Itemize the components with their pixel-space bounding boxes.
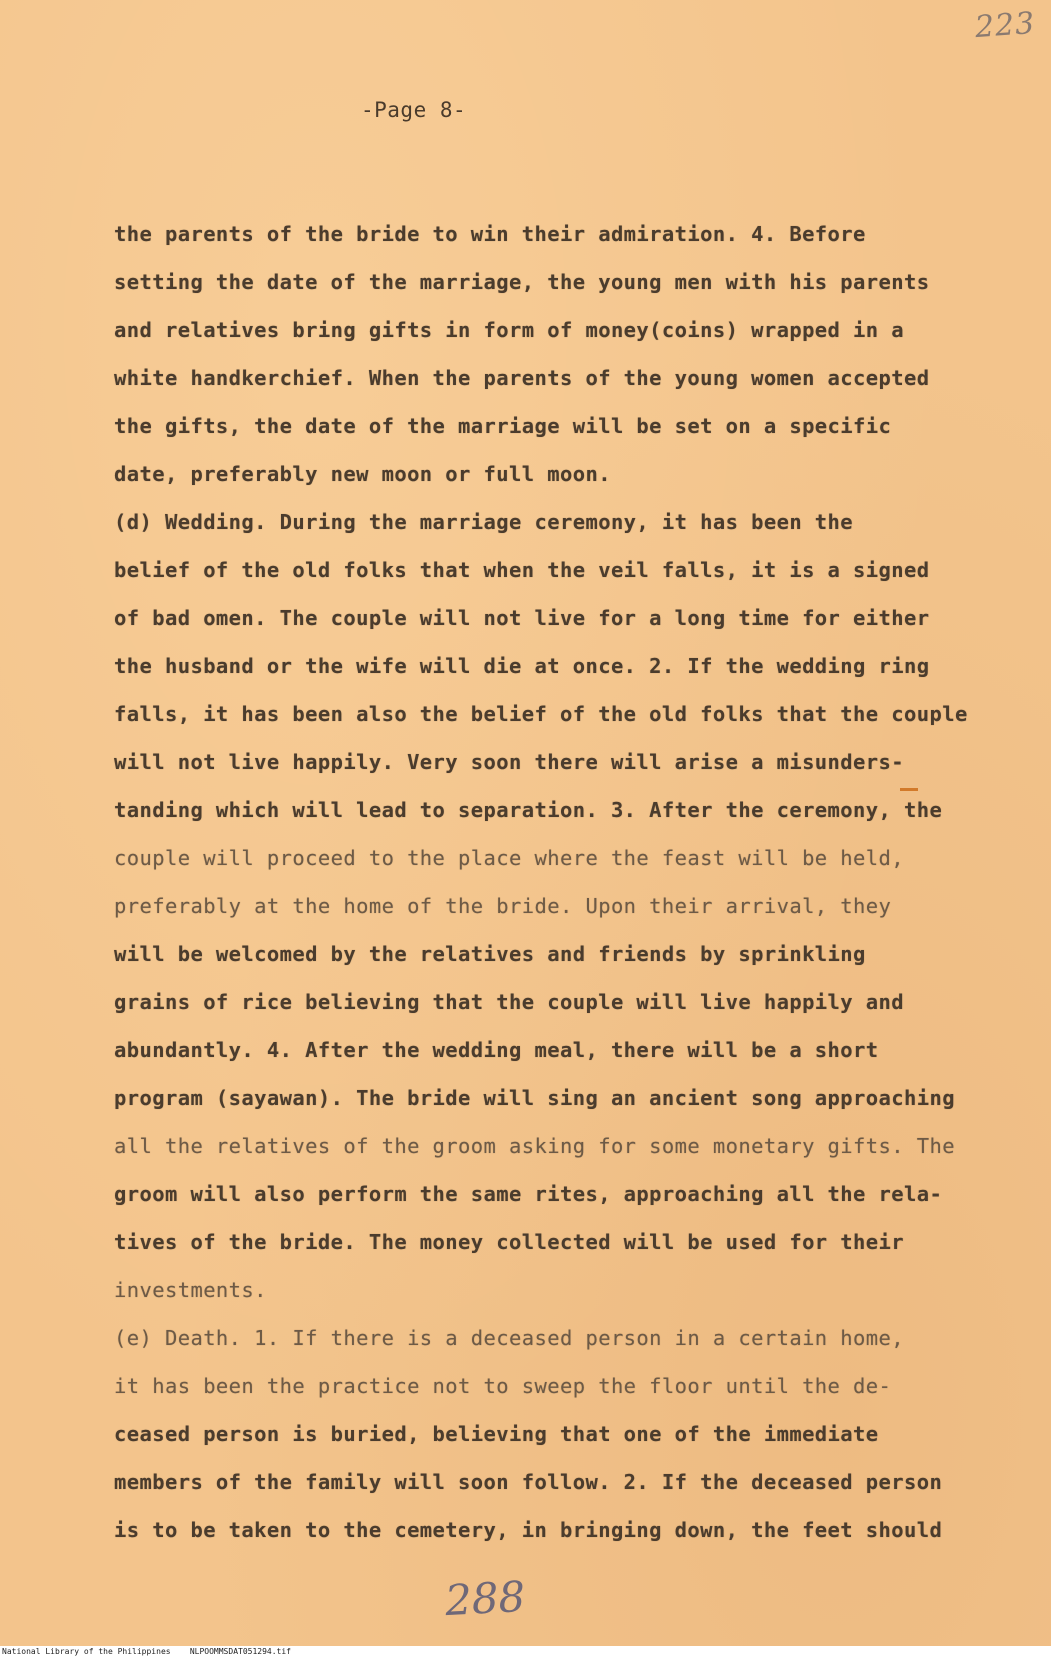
text-line: members of the family will soon follow. 2. If the deceased person — [114, 1470, 943, 1494]
text-line: investments. — [114, 1278, 267, 1302]
text-line: all the relatives of the groom asking for some monetary gifts. The — [114, 1134, 955, 1158]
text-line: preferably at the home of the bride. Upon their arrival, they — [114, 894, 892, 918]
text-line: is to be taken to the cemetery, in bringing down, the feet should — [114, 1518, 943, 1542]
text-line: tives of the bride. The money collected will be used for their — [114, 1230, 905, 1254]
text-line: it has been the practice not to sweep the floor until the de- — [114, 1374, 892, 1398]
text-line: grains of rice believing that the couple will live happily and — [114, 990, 905, 1014]
text-line: the parents of the bride to win their admiration. 4. Before — [114, 222, 866, 246]
text-line: will not live happily. Very soon there will arise a misunders- — [114, 750, 905, 774]
text-line: belief of the old folks that when the veil falls, it is a signed — [114, 558, 930, 582]
page-header: -Page 8- — [361, 98, 467, 122]
text-line: the gifts, the date of the marriage will be set on a specific — [114, 414, 892, 438]
text-line: (d) Wedding. During the marriage ceremony, it has been the — [114, 510, 854, 534]
text-line: groom will also perform the same rites, approaching all the rela- — [114, 1182, 943, 1206]
text-line: date, preferably new moon or full moon. — [114, 462, 611, 486]
handwritten-page-number: 223 — [973, 5, 1037, 46]
text-line: of bad omen. The couple will not live for a long time for either — [114, 606, 930, 630]
text-line: the husband or the wife will die at once. 2. If the wedding ring — [114, 654, 930, 678]
scan-footer-caption: National Library of the Philippines NLPOOMMSDAT051294.tif — [2, 1647, 291, 1656]
text-line: couple will proceed to the place where the feast will be held, — [114, 846, 905, 870]
handwritten-folio-number: 288 — [443, 1571, 527, 1626]
text-line: ceased person is buried, believing that one of the immediate — [114, 1422, 879, 1446]
text-line: white handkerchief. When the parents of the young women accepted — [114, 366, 930, 390]
text-line: falls, it has been also the belief of the old folks that the couple — [114, 702, 968, 726]
orange-pencil-mark — [900, 788, 918, 791]
text-line: (e) Death. 1. If there is a deceased person in a certain home, — [114, 1326, 905, 1350]
text-line: tanding which will lead to separation. 3. After the ceremony, the — [114, 798, 943, 822]
text-line: abundantly. 4. After the wedding meal, there will be a short — [114, 1038, 879, 1062]
text-line: setting the date of the marriage, the young men with his parents — [114, 270, 930, 294]
text-line: program (sayawan). The bride will sing an ancient song approaching — [114, 1086, 955, 1110]
text-line: will be welcomed by the relatives and friends by sprinkling — [114, 942, 866, 966]
text-line: and relatives bring gifts in form of money(coins) wrapped in a — [114, 318, 905, 342]
